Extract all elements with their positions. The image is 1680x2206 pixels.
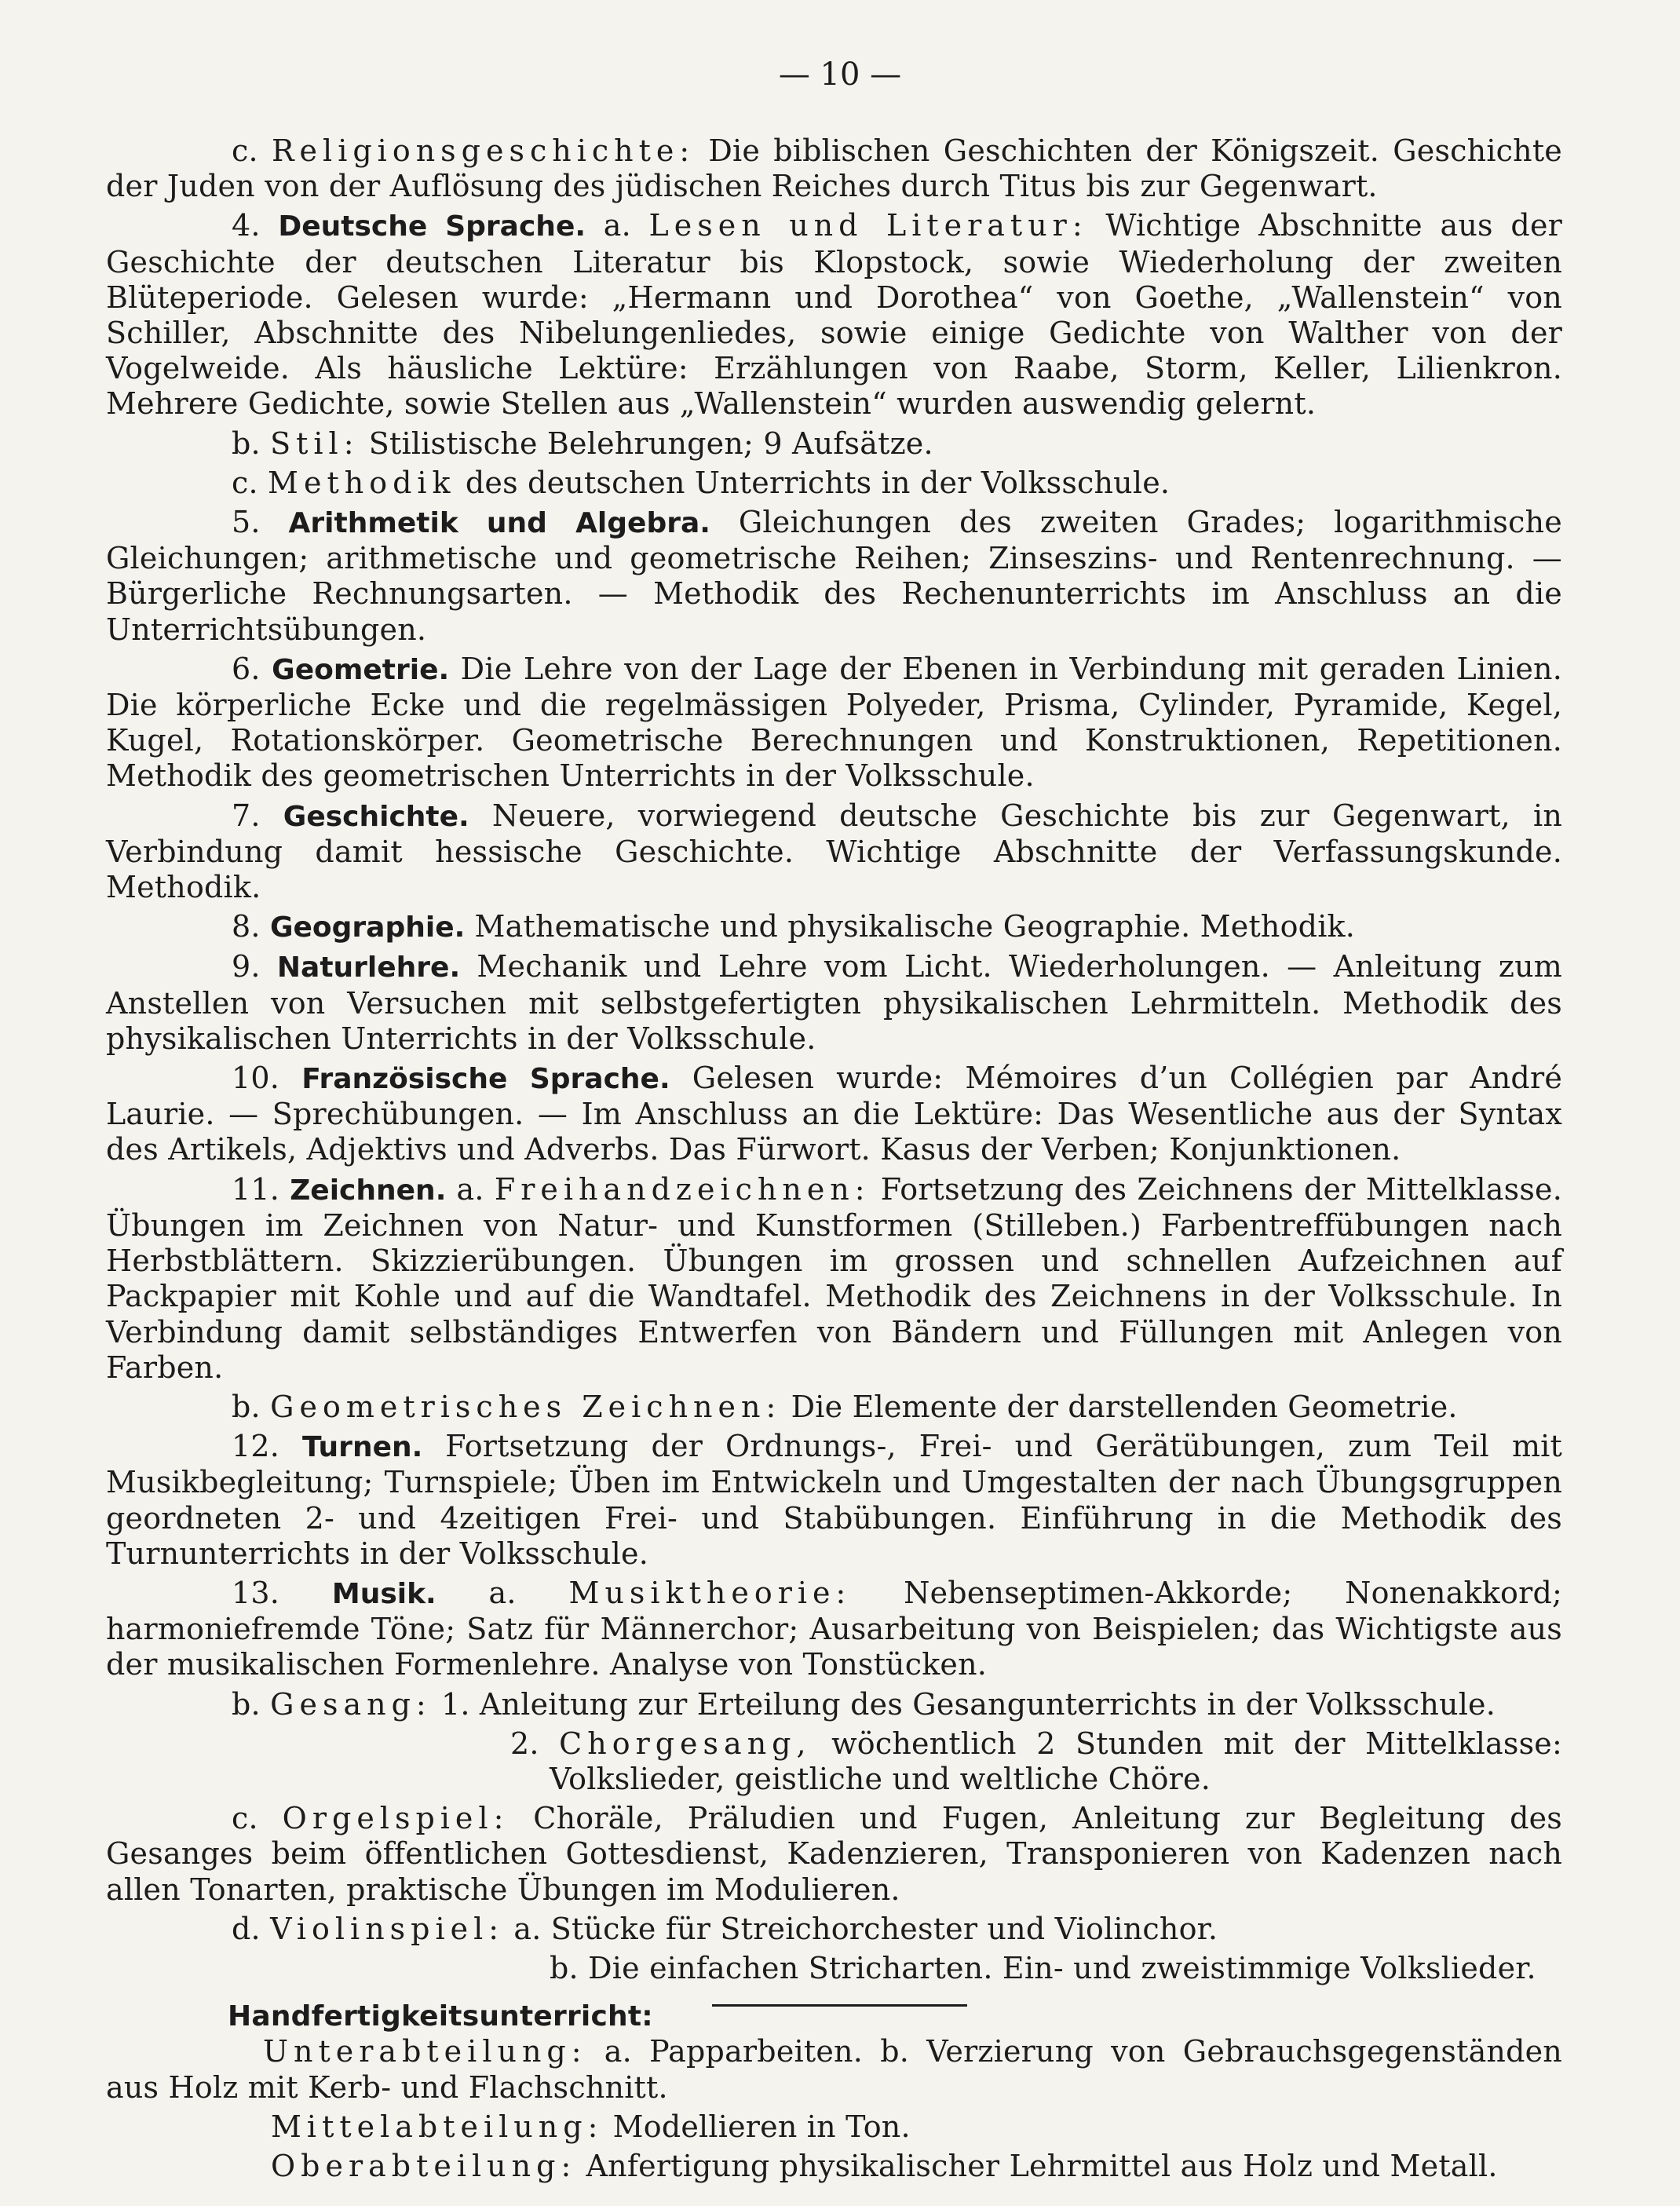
paragraph-text: Choräle, Präludien und Fugen, Anleitung zur Begleitung des Gesanges beim öffentlichen Gottesdienst, Kadenzieren, Transponieren von Kadenzen nach allen Tonarten, praktische Übungen im Modulieren. <box>106 1801 1563 1907</box>
section-heading: Arithmetik und Algebra. <box>288 507 710 540</box>
item-prefix: c. <box>232 1801 283 1836</box>
item-prefix: d. <box>232 1911 271 1946</box>
handfertigkeit-heading-row <box>106 1999 1562 2034</box>
item-prefix: c. <box>232 465 268 500</box>
paragraph-musik <box>106 1576 1562 1683</box>
section-heading: Geometrie. <box>272 653 450 686</box>
spaced-term: Mittelabteilung: <box>271 2109 604 2144</box>
spaced-term: Stil: <box>270 425 360 461</box>
item-number: 12. <box>232 1429 302 1464</box>
section-heading: Zeichnen. <box>290 1174 447 1207</box>
paragraph-geometrisches-zeichnen <box>106 1390 1562 1425</box>
spaced-term: Oberabteilung: <box>271 2148 577 2183</box>
paragraph-zeichnen <box>106 1172 1562 1386</box>
paragraph-stil <box>106 426 1562 462</box>
item-number: 11. <box>232 1171 290 1207</box>
item-prefix: b. <box>232 425 271 461</box>
item-number: 5. <box>232 505 289 540</box>
paragraph-text: a. Stücke für Streichorchester und Violinchor. <box>504 1911 1218 1946</box>
paragraph-oberabteilung <box>106 2149 1562 2184</box>
spaced-term: Religionsgeschichte: <box>271 133 696 168</box>
horizontal-rule <box>712 2004 967 2007</box>
paragraph-deutsche-sprache <box>106 208 1562 422</box>
spaced-term: Methodik <box>268 465 456 500</box>
paragraph-text: Fortsetzung des Zeichnens der Mittelklasse. Übungen im Zeichnen von Natur- und Kunstformen (Stilleben.) Farbentreffübungen nach Herbstblättern. Skizzierübungen. Übungen im grossen und schnellen Aufzeichnen auf Packpapier mit Kohle und auf die Wandtafel. Methodik des Zeichnens in der Volksschule. In Verbindung damit selbständiges Entwerfen von Bändern und Füllungen mit Anlegen von Farben. <box>106 1171 1562 1385</box>
paragraph-orgelspiel <box>106 1801 1562 1908</box>
handfertigkeit-heading: Handfertigkeitsunterricht: <box>228 2000 653 2033</box>
paragraph-text: Modellieren in Ton. <box>603 2109 911 2144</box>
paragraph-text: Mathematische und physikalische Geographie. Methodik. <box>465 909 1356 944</box>
item-prefix: a. <box>586 208 649 243</box>
item-prefix: c. <box>232 133 272 168</box>
spaced-term: Orgelspiel: <box>282 1801 509 1836</box>
paragraph-geschichte <box>106 798 1562 906</box>
item-prefix: b. <box>232 1686 271 1722</box>
paragraph-text: Mechanik und Lehre vom Licht. Wiederholungen. — Anleitung zum Anstellen von Versuchen mit selbstgefertigten physikalischen Lehrmitteln. Methodik des physikalischen Unterrichts in der Volksschule. <box>106 949 1562 1056</box>
paragraph-text: Stilistische Belehrungen; 9 Aufsätze. <box>359 425 933 461</box>
spaced-term: Unterabteilung: <box>263 2034 587 2069</box>
section-heading: Geographie. <box>269 911 466 944</box>
spaced-term: Freihandzeichnen: <box>494 1171 871 1207</box>
section-heading: Musik. <box>331 1577 436 1610</box>
item-number: 4. <box>232 208 279 243</box>
section-heading: Turnen. <box>301 1431 423 1464</box>
paragraph-unterabteilung <box>106 2034 1562 2105</box>
paragraph-text: des deutschen Unterrichts in der Volksschule. <box>455 465 1171 500</box>
paragraph-naturlehre <box>106 949 1562 1057</box>
paragraph-text: Gelesen wurde: Mémoires d’un Collégien par André Laurie. — Sprechübungen. — Im Anschluss an die Lektüre: Das Wesentliche aus der Syntax des Artikels, Adjektivs und Adverbs. Das Fürwort. Kasus der Verben; Konjunktionen. <box>106 1061 1563 1167</box>
paragraph-franzoesisch <box>106 1061 1562 1168</box>
paragraph-violinspiel-b: b. Die einfachen Stricharten. Ein- und zweistimmige Volkslieder. <box>550 1950 1536 1985</box>
paragraph-text: a. Papparbeiten. b. Verzierung von Gebrauchsgegenständen aus Holz mit Kerb- und Flachschnitt. <box>106 2034 1562 2105</box>
spaced-term: Gesang: <box>270 1686 432 1722</box>
paragraph-text: Die Lehre von der Lage der Ebenen in Verbindung mit geraden Linien. Die körperliche Ecke und die regelmässigen Polyeder, Prisma, Cylinder, Pyramide, Kegel, Kugel, Rotationskörper. Geometrische Berechnungen und Konstruktionen, Repetitionen. Methodik des geometrischen Unterrichts in der Volksschule. <box>106 651 1562 794</box>
paragraph-religionsgeschichte <box>106 133 1562 204</box>
item-number: 9. <box>232 949 277 984</box>
item-number: 10. <box>232 1061 302 1096</box>
spaced-term: Violinspiel: <box>270 1911 505 1946</box>
section-heading: Französische Sprache. <box>301 1063 670 1096</box>
item-prefix: a. <box>446 1171 495 1207</box>
paragraph-geometrie <box>106 652 1562 794</box>
item-prefix: a. <box>436 1575 569 1610</box>
paragraph-mittelabteilung <box>106 2109 1562 2145</box>
paragraph-gesang <box>106 1687 1562 1722</box>
paragraph-text: wöchentlich 2 Stunden mit der Mittelklasse: Volkslieder, geistliche und weltliche Chöre. <box>550 1726 1562 1796</box>
paragraph-chorgesang <box>106 1726 1562 1797</box>
section-heading: Naturlehre. <box>276 951 461 984</box>
page-number: — 10 — <box>778 57 902 93</box>
item-number: 8. <box>232 909 270 944</box>
paragraph-text: Nebenseptimen-Akkorde; Nonenakkord; harmoniefremde Töne; Satz für Männerchor; Ausarbeitung von Beispielen; das Wichtigste aus der musikalischen Formenlehre. Analyse von Tonstücken. <box>106 1575 1562 1682</box>
paragraph-text: Wichtige Abschnitte aus der Geschichte der deutschen Literatur bis Klopstock, sowie Wiederholung der zweiten Blüteperiode. Gelesen wurde: „Hermann und Dorothea“ von Goethe, „Wallenstein“ von Schiller, Abschnitte des Nibelungenliedes, sowie einige Gedichte von Walther von der Vogelweide. Als häusliche Lektüre: Erzählungen von Raabe, Storm, Keller, Lilienkron. Mehrere Gedichte, sowie Stellen aus „Wallenstein“ wurden auswendig gelernt. <box>106 208 1563 422</box>
spaced-term: Lesen und Literatur: <box>648 208 1088 243</box>
paragraph-turnen <box>106 1429 1562 1572</box>
spaced-term: Musiktheorie: <box>568 1575 852 1610</box>
item-number: 13. <box>232 1575 332 1610</box>
section-heading: Geschichte. <box>283 800 469 833</box>
item-prefix: 2. <box>510 1726 560 1761</box>
paragraph-text: Gleichungen des zweiten Grades; logarithmische Gleichungen; arithmetische und geometrische Reihen; Zinseszins- und Rentenrechnung. — Bürgerliche Rechnungsarten. — Methodik des Rechenunterrichts im Anschluss an die Unterrichtsübungen. <box>106 505 1562 647</box>
item-number: 7. <box>232 798 283 833</box>
spaced-term: Chorgesang, <box>559 1726 812 1761</box>
paragraph-geographie <box>106 909 1562 945</box>
paragraph-text: 1. Anleitung zur Erteilung des Gesangunterrichts in der Volksschule. <box>431 1686 1496 1722</box>
paragraph-text: Anfertigung physikalischer Lehrmittel aus Holz und Metall. <box>576 2148 1498 2183</box>
body-text <box>106 133 1562 2184</box>
paragraph-text: Fortsetzung der Ordnungs-, Frei- und Gerätübungen, zum Teil mit Musikbegleitung; Turnspiele; Üben im Entwickeln und Umgestalten der nach Übungsgruppen geordneten 2- und 4zeitigen Frei- und Stabübungen. Einführung in die Methodik des Turnunterrichts in der Volksschule. <box>106 1429 1562 1571</box>
spaced-term: Geometrisches Zeichnen: <box>270 1389 782 1424</box>
item-number: 6. <box>232 651 272 686</box>
paragraph-violinspiel <box>106 1912 1562 1947</box>
section-heading: Deutsche Sprache. <box>278 210 586 243</box>
paragraph-arithmetik <box>106 505 1562 648</box>
paragraph-text: Neuere, vorwiegend deutsche Geschichte bis zur Gegenwart, in Verbindung damit hessische Geschichte. Wichtige Abschnitte der Verfassungskunde. Methodik. <box>106 798 1562 905</box>
paragraph-text: Die Elemente der darstellenden Geometrie. <box>781 1389 1458 1424</box>
paragraph-methodik <box>106 466 1562 501</box>
paragraph-text: Die biblischen Geschichten der Königszeit. Geschichte der Juden von der Auflösung des jüdischen Reiches durch Titus bis zur Gegenwart. <box>106 133 1562 204</box>
item-prefix: b. <box>232 1389 271 1424</box>
